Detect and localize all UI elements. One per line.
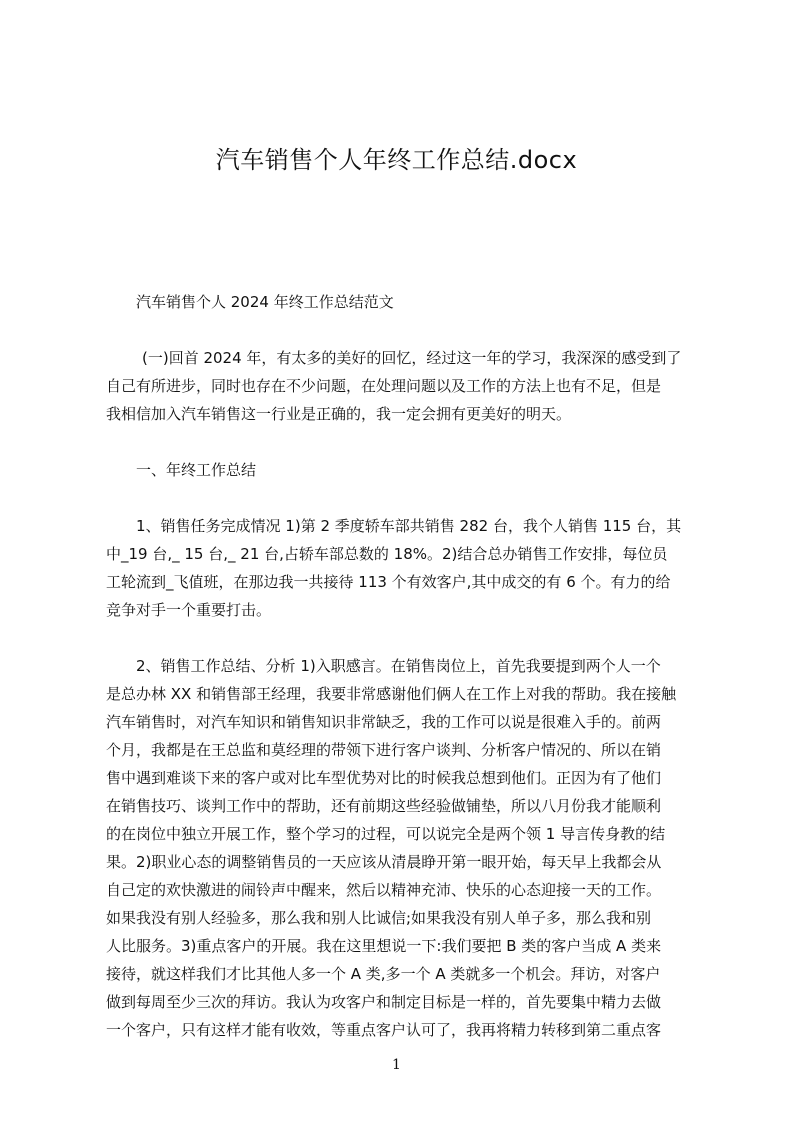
paragraph-spacer — [106, 484, 698, 512]
intro-paragraph — [106, 344, 698, 428]
item2-paragraph — [106, 652, 698, 1044]
text-line: 自己有所进步，同时也存在不少问题，在处理问题以及工作的方法上也有不足，但是 — [106, 377, 662, 395]
text-line: 2、销售工作总结、分析 1)入职感言。在销售岗位上，首先我要提到两个人一个 — [136, 657, 661, 675]
text-line: 1、销售任务完成情况 1)第 2 季度轿车部共销售 282 台，我个人销售 115 台，其 — [136, 517, 682, 535]
text-line: 汽车销售时，对汽车知识和销售知识非常缺乏，我的工作可以说是很难入手的。前两 — [106, 713, 662, 731]
text-line: 一个客户，只有这样才能有收效，等重点客户认可了，我再将精力转移到第二重点客 — [106, 1021, 662, 1039]
document-title: 汽车销售个人年终工作总结.docx — [215, 146, 578, 174]
text-line: 人比服务。3)重点客户的开展。我在这里想说一下:我们要把 B 类的客户当成 A 类来 — [106, 937, 662, 955]
text-line: 售中遇到难谈下来的客户或对比车型优势对比的时候我总想到他们。正因为有了他们 — [106, 769, 662, 787]
text-line: 如果我没有别人经验多，那么我和别人比诚信;如果我没有别人单子多，那么我和别 — [106, 909, 652, 927]
page-number: 1 — [392, 1057, 401, 1073]
text-line: (一)回首 2024 年，有太多的美好的回忆，经过这一年的学习，我深深的感受到了 — [142, 349, 682, 367]
item1-paragraph — [106, 512, 698, 624]
document-body — [106, 288, 698, 1044]
paragraph-spacer — [106, 316, 698, 344]
text-line: 个月，我都是在王总监和莫经理的带领下进行客户谈判、分析客户情况的、所以在销 — [106, 741, 662, 759]
paragraph-spacer — [106, 428, 698, 456]
text-line: 是总办林 XX 和销售部王经理，我要非常感谢他们俩人在工作上对我的帮助。我在接触 — [106, 685, 677, 703]
text-line: 做到每周至少三次的拜访。我认为攻客户和制定目标是一样的，首先要集中精力去做 — [106, 993, 662, 1011]
text-line: 果。2)职业心态的调整销售员的一天应该从清晨睁开第一眼开始，每天早上我都会从 — [106, 853, 662, 871]
section-heading: 一、年终工作总结 — [136, 461, 257, 479]
paragraph-spacer — [106, 624, 698, 652]
subtitle: 汽车销售个人 2024 年终工作总结范文 — [136, 293, 394, 311]
text-line: 竞争对手一个重要打击。 — [106, 601, 272, 619]
text-line: 的在岗位中独立开展工作，整个学习的过程，可以说完全是两个领 1 导言传身教的结 — [106, 825, 666, 843]
text-line: 自己定的欢快激进的闹铃声中醒来，然后以精神充沛、快乐的心态迎接一天的工作。 — [106, 881, 662, 899]
text-line: 接待，就这样我们才比其他人多一个 A 类,多一个 A 类就多一个机会。拜访，对客户 — [106, 965, 661, 983]
text-line: 中_19 台,_ 15 台,_ 21 台,占轿车部总数的 18%。2)结合总办销售工作安排，每位员 — [106, 545, 668, 563]
text-line: 在销售技巧、谈判工作中的帮助，还有前期这些经验做铺垫，所以八月份我才能顺利 — [106, 797, 662, 815]
text-line: 我相信加入汽车销售这一行业是正确的，我一定会拥有更美好的明天。 — [106, 405, 572, 423]
text-line: 工轮流到_飞值班，在那边我一共接待 113 个有效客户,其中成交的有 6 个。有力的给 — [106, 573, 671, 591]
